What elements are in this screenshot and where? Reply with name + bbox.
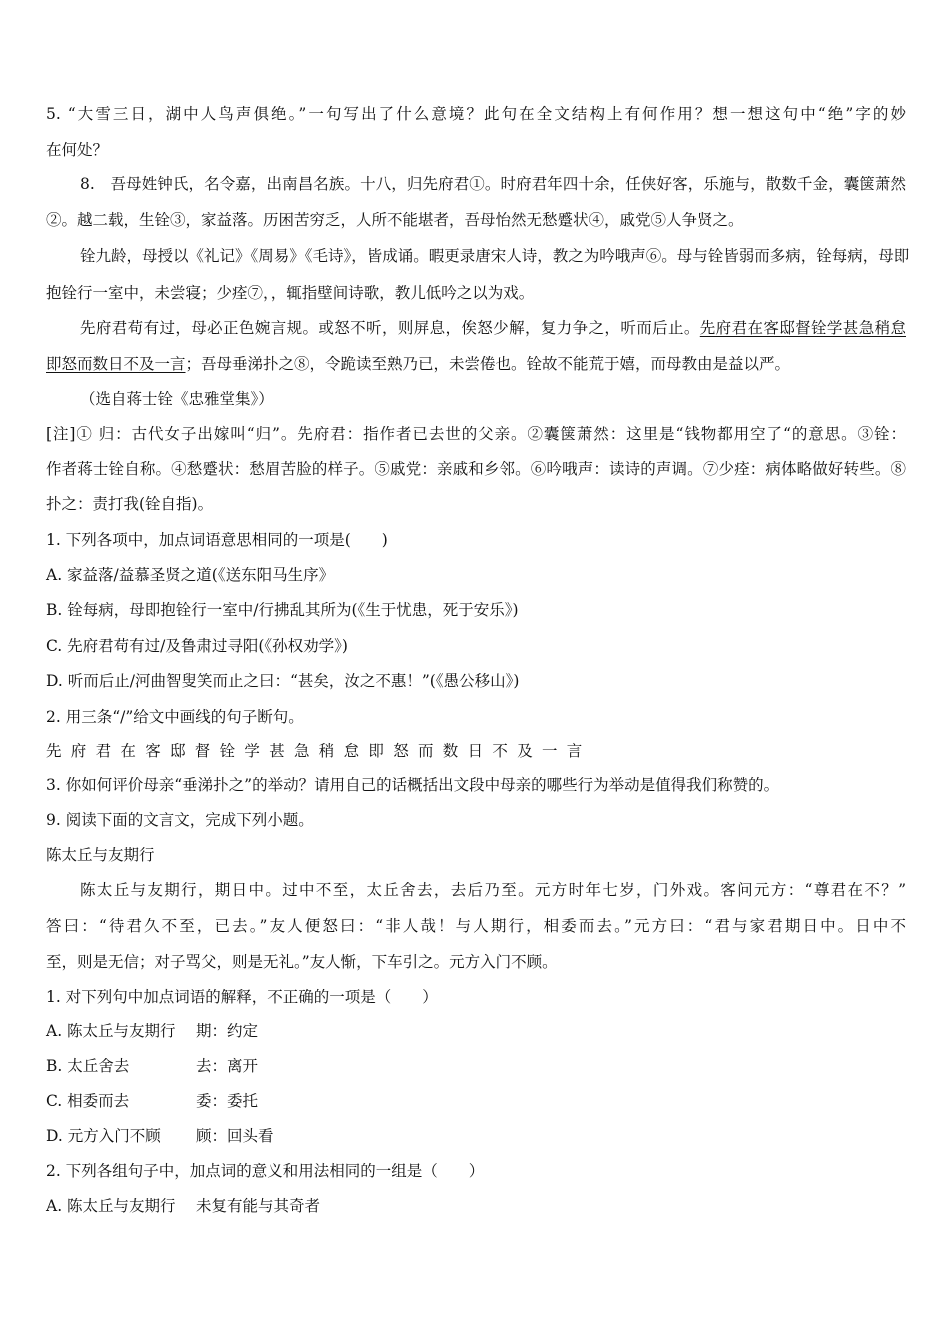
q9-heading: 9. 阅读下面的文言文，完成下列小题。 — [46, 811, 314, 829]
group-right: 未复有能与其奇者 — [196, 1197, 321, 1215]
q9-group-a — [46, 1196, 906, 1216]
q8-paragraph-1-line-2: ②。越二载，生铨③，家益落。历困苦穷乏，人所不能堪者，吾母怡然无愁蹙状④，戚党⑤人争贤之。 — [46, 211, 744, 229]
option-meaning: 委：委托 — [196, 1092, 259, 1110]
option-sentence: A. 陈太丘与友期行 — [46, 1022, 176, 1040]
q8-note-line-2: 作者蒋士铨自称。④愁蹙状：愁眉苦脸的样子。⑤戚党：亲戚和乡邻。⑥吟哦声：读诗的声调。⑦少痊：病体略做好转些。⑧ — [46, 460, 906, 478]
q8-paragraph-1-line-1: 8. 吾母姓钟氏，名令嘉，出南昌名族。十八，归先府君①。时府君年四十余，任侠好客，乐施与，散数千金，囊箧萧然 — [80, 175, 906, 193]
q8-option-a: A. 家益落/益慕圣贤之道(《送东阳马生序》 — [46, 566, 335, 584]
q8-paragraph-3-text-end: ；吾母垂涕扑之⑧，令跪读至熟乃已，未尝倦也。铨故不能荒于嬉，而母教由是益以严。 — [185, 355, 791, 373]
q8-option-d: D. 听而后止/河曲智叟笑而止之曰：“甚矣，汝之不惠！”(《愚公移山》) — [46, 672, 520, 690]
q8-paragraph-2-line-2: 抱铨行一室中，未尝寝；少痊⑦，，辄指壁间诗歌，教儿低吟之以为戏。 — [46, 284, 535, 302]
q9-subquestion-2: 2. 下列各组句子中，加点词的意义和用法相同的一组是（ ） — [46, 1162, 485, 1180]
q8-source: （选自蒋士铨《忠雅堂集》） — [80, 390, 274, 408]
q9-option-d — [46, 1126, 906, 1146]
option-meaning: 去：离开 — [196, 1057, 259, 1075]
q9-option-c — [46, 1091, 906, 1111]
q9-passage-title: 陈太丘与友期行 — [46, 846, 155, 864]
q5-line-2: 在何处？ — [46, 141, 109, 159]
q8-option-b: B. 铨每病，母即抱铨行一室中/行拂乱其所为(《生于忧患，死于安乐》) — [46, 601, 519, 619]
underlined-sentence-part-2: 即怒而数日不及一言 — [46, 355, 186, 373]
q9-subquestion-1: 1. 对下列句中加点词语的解释，不正确的一项是（ ） — [46, 988, 438, 1006]
q9-passage-line-3: 至，则是无信；对子骂父，则是无礼。”友人惭，下车引之。元方入门不顾。 — [46, 953, 558, 971]
group-left: A. 陈太丘与友期行 — [46, 1197, 176, 1215]
option-sentence: D. 元方入门不顾 — [46, 1127, 161, 1145]
underlined-sentence-part-1: 先府君在客邸督铨学甚急稍怠 — [699, 319, 906, 337]
q8-sentence-to-punctuate: 先府君在客邸督铨学甚急稍怠即怒而数日不及一言 — [46, 742, 592, 760]
q8-paragraph-2-line-1: 铨九龄，母授以《礼记》《周易》《毛诗》，皆成诵。暇更录唐宋人诗，教之为吟哦声⑥。母与铨皆弱而多病，铨每病，母即 — [80, 247, 910, 265]
q5-line-1: 5. “大雪三日，湖中人鸟声俱绝。”一句写出了什么意境？此句在全文结构上有何作用？想一想这句中“绝”字的妙 — [46, 105, 906, 123]
option-meaning: 顾：回头看 — [196, 1127, 274, 1145]
q9-option-b — [46, 1056, 906, 1076]
option-meaning: 期：约定 — [196, 1022, 259, 1040]
option-sentence: B. 太丘舍去 — [46, 1057, 130, 1075]
q9-passage-line-1: 陈太丘与友期行，期日中。过中不至，太丘舍去，去后乃至。元方时年七岁，门外戏。客问元方：“尊君在不？” — [80, 881, 906, 899]
q8-note-line-3: 扑之：责打我(铨自指)。 — [46, 495, 214, 513]
q8-paragraph-3-text: 先府君苟有过，母必正色婉言规。或怒不听，则屏息，俟怒少解，复力争之，听而后止。 — [80, 319, 700, 337]
q8-note-line-1: [注]① 归：古代女子出嫁叫“归”。先府君：指作者已去世的父亲。②囊箧萧然：这里是“钱物都用空了“的意思。③铨： — [46, 425, 906, 443]
q8-option-c: C. 先府君苟有过/及鲁肃过寻阳(《孙权劝学》) — [46, 637, 348, 655]
q8-paragraph-3-line-1 — [80, 318, 906, 338]
option-sentence: C. 相委而去 — [46, 1092, 130, 1110]
q9-passage-line-2: 答曰：“待君久不至，已去。”友人便怒曰：“非人哉！与人期行，相委而去。”元方曰：“君与家君期日中。日中不 — [46, 917, 906, 935]
q9-option-a — [46, 1021, 906, 1041]
q8-paragraph-3-line-2 — [46, 354, 906, 374]
q8-subquestion-3: 3. 你如何评价母亲“垂涕扑之”的举动？请用自己的话概括出文段中母亲的哪些行为举动是值得我们称赞的。 — [46, 776, 780, 794]
q8-subquestion-2: 2. 用三条“/”给文中画线的句子断句。 — [46, 708, 304, 726]
q8-subquestion-1: 1. 下列各项中，加点词语意思相同的一项是( ) — [46, 531, 388, 549]
